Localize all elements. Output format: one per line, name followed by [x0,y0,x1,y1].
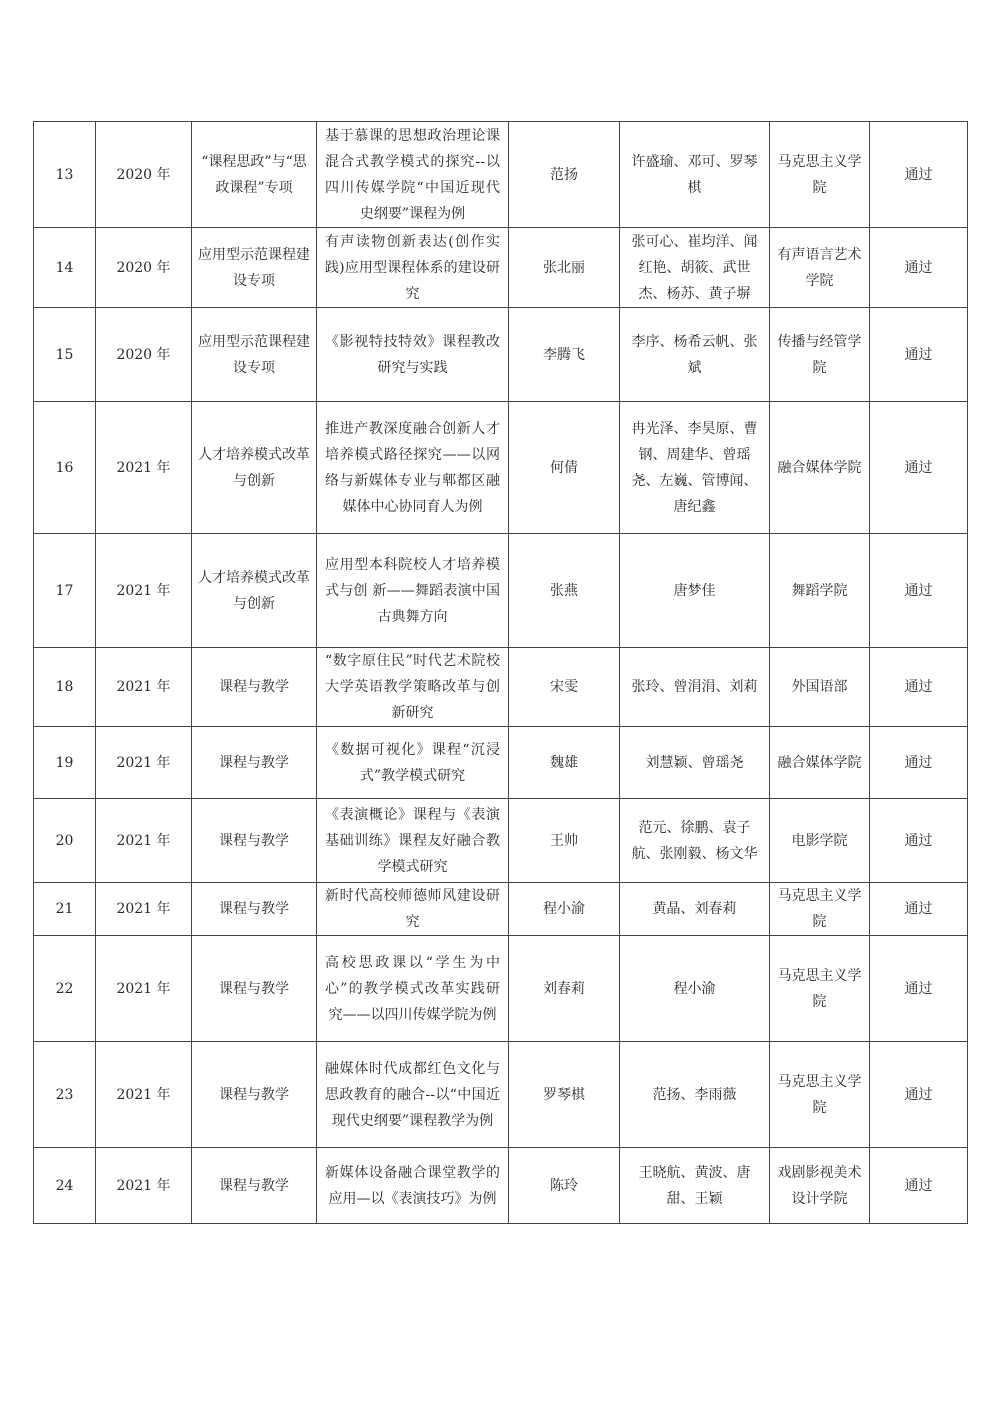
row-unit: 融合媒体学院 [770,727,870,799]
row-leader: 张燕 [509,534,620,648]
row-members: 范扬、李雨薇 [620,1042,770,1148]
row-title: 应用型本科院校人才培养模式与创 新——舞蹈表演中国古典舞方向 [317,534,509,648]
row-number: 15 [34,308,96,402]
row-unit: 传播与经管学院 [770,308,870,402]
row-members: 张玲、曾涓涓、刘莉 [620,648,770,727]
row-unit: 马克思主义学院 [770,936,870,1042]
row-leader: 李腾飞 [509,308,620,402]
row-year: 2020 年 [96,228,192,308]
row-title: 推进产教深度融合创新人才培养模式路径探究——以网络与新媒体专业与郫都区融媒体中心协同育人为例 [317,402,509,534]
row-number: 14 [34,228,96,308]
row-number: 16 [34,402,96,534]
row-number: 22 [34,936,96,1042]
row-title: 《表演概论》课程与《表演基础训练》课程友好融合教学模式研究 [317,799,509,883]
row-members: 王晓航、黄波、唐甜、王颖 [620,1148,770,1224]
row-leader: 罗琴棋 [509,1042,620,1148]
row-year: 2021 年 [96,799,192,883]
row-unit: 外国语部 [770,648,870,727]
row-number: 23 [34,1042,96,1148]
row-result: 通过 [870,727,968,799]
row-result: 通过 [870,122,968,228]
row-year: 2021 年 [96,648,192,727]
table-row [34,799,968,883]
row-year: 2021 年 [96,883,192,936]
table-row [34,648,968,727]
row-year: 2021 年 [96,1148,192,1224]
row-number: 20 [34,799,96,883]
row-members: 范元、徐鹏、袁子航、张刚毅、杨文华 [620,799,770,883]
row-members: 程小渝 [620,936,770,1042]
row-leader: 张北丽 [509,228,620,308]
row-year: 2021 年 [96,402,192,534]
row-members: 许盛瑜、邓可、罗琴棋 [620,122,770,228]
row-unit: 舞蹈学院 [770,534,870,648]
row-category: 课程与教学 [192,648,317,727]
row-members: 张可心、崔均洋、闻红艳、胡筱、武世杰、杨苏、黄子塀 [620,228,770,308]
row-number: 19 [34,727,96,799]
row-number: 18 [34,648,96,727]
row-result: 通过 [870,1042,968,1148]
row-title: 新媒体设备融合课堂教学的应用—以《表演技巧》为例 [317,1148,509,1224]
row-number: 21 [34,883,96,936]
row-leader: 宋雯 [509,648,620,727]
row-number: 24 [34,1148,96,1224]
table-row [34,308,968,402]
row-result: 通过 [870,799,968,883]
row-year: 2020 年 [96,122,192,228]
project-table [33,121,968,1224]
row-title: “数字原住民”时代艺术院校大学英语教学策略改革与创新研究 [317,648,509,727]
row-unit: 戏剧影视美术设计学院 [770,1148,870,1224]
row-unit: 融合媒体学院 [770,402,870,534]
row-result: 通过 [870,883,968,936]
row-result: 通过 [870,228,968,308]
table-row [34,883,968,936]
row-leader: 王帅 [509,799,620,883]
row-category: 应用型示范课程建设专项 [192,228,317,308]
row-title: 融媒体时代成都红色文化与思政教育的融合--以“中国近现代史纲要”课程教学为例 [317,1042,509,1148]
row-title: 高校思政课以“学生为中心”的教学模式改革实践研究——以四川传媒学院为例 [317,936,509,1042]
row-number: 17 [34,534,96,648]
row-title: 《数据可视化》课程“沉浸式”教学模式研究 [317,727,509,799]
row-year: 2021 年 [96,936,192,1042]
row-result: 通过 [870,648,968,727]
row-title: 基于慕课的思想政治理论课混合式教学模式的探究--以四川传媒学院“中国近现代史纲要”课程为例 [317,122,509,228]
row-unit: 马克思主义学院 [770,1042,870,1148]
row-members: 黄晶、刘春莉 [620,883,770,936]
row-category: 课程与教学 [192,799,317,883]
table-row [34,936,968,1042]
row-unit: 马克思主义学院 [770,883,870,936]
table-row [34,228,968,308]
row-leader: 范扬 [509,122,620,228]
row-result: 通过 [870,402,968,534]
row-unit: 马克思主义学院 [770,122,870,228]
row-result: 通过 [870,936,968,1042]
row-category: 课程与教学 [192,727,317,799]
row-title: 《影视特技特效》课程教改研究与实践 [317,308,509,402]
row-year: 2020 年 [96,308,192,402]
table-row [34,534,968,648]
row-category: 课程与教学 [192,883,317,936]
row-category: 应用型示范课程建设专项 [192,308,317,402]
row-leader: 程小渝 [509,883,620,936]
row-result: 通过 [870,534,968,648]
row-leader: 何倩 [509,402,620,534]
table-row [34,727,968,799]
row-result: 通过 [870,1148,968,1224]
row-result: 通过 [870,308,968,402]
row-members: 李序、杨希云帆、张斌 [620,308,770,402]
row-year: 2021 年 [96,1042,192,1148]
row-year: 2021 年 [96,534,192,648]
row-year: 2021 年 [96,727,192,799]
row-leader: 魏雄 [509,727,620,799]
table-row [34,122,968,228]
row-category: 人才培养模式改革与创新 [192,402,317,534]
row-title: 新时代高校师德师风建设研究 [317,883,509,936]
row-category: “课程思政”与“思政课程”专项 [192,122,317,228]
row-leader: 陈玲 [509,1148,620,1224]
row-unit: 有声语言艺术学院 [770,228,870,308]
table-row [34,1148,968,1224]
row-title: 有声读物创新表达(创作实践)应用型课程体系的建设研究 [317,228,509,308]
table-row [34,402,968,534]
row-category: 课程与教学 [192,1148,317,1224]
row-number: 13 [34,122,96,228]
row-category: 课程与教学 [192,1042,317,1148]
row-leader: 刘春莉 [509,936,620,1042]
row-members: 刘慧颖、曾瑶尧 [620,727,770,799]
row-unit: 电影学院 [770,799,870,883]
table-row [34,1042,968,1148]
row-category: 课程与教学 [192,936,317,1042]
row-category: 人才培养模式改革与创新 [192,534,317,648]
row-members: 冉光泽、李昊原、曹钢、周建华、曾瑶尧、左巍、管博闻、唐纪鑫 [620,402,770,534]
row-members: 唐梦佳 [620,534,770,648]
